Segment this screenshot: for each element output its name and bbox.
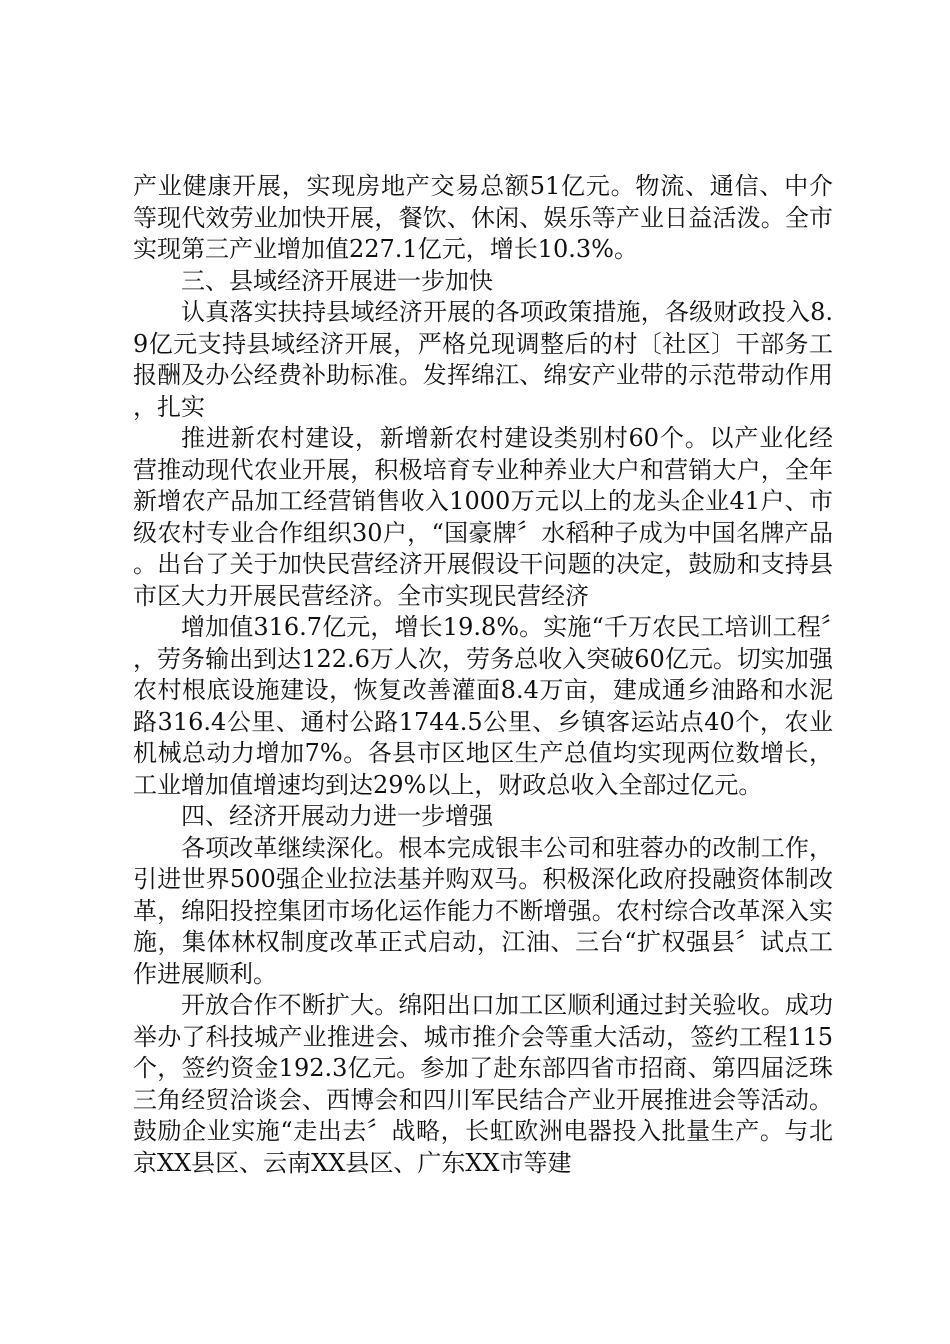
paragraph: 产业健康开展，实现房地产交易总额51亿元。物流、通信、中介等现代效劳业加快开展，餐饮、休闲、娱乐等产业日益活泼。全市实现第三产业增加值227.1亿元，增长10.3%。 [133,172,833,263]
paragraph: 增加值316.7亿元，增长19.8%。实施“千万农民工培训工程〞，劳务输出到达122.6万人次，劳务总收入突破60亿元。切实加强农村根底设施建设，恢复改善灌面8.4万亩，建成通乡油路和水泥路316.4公里、通村公路1744.5公里、乡镇客运站点40个，农业机械总动力增加7%。各县市区地区生产总值均实现两位数增长，工业增加值增速均到达29%以上，财政总收入全部过亿元。 [133,613,833,799]
section-heading: 四、经济开展动力进一步增强 [181,802,493,830]
paragraph: 开放合作不断扩大。绵阳出口加工区顺利通过封关验收。成功举办了科技城产业推进会、城市推介会等重大活动，签约工程115个，签约资金192.3亿元。参加了赴东部四省市招商、第四届泛珠三角经贸洽谈会、西博会和四川军民结合产业开展推进会等活动。鼓励企业实施“走出去〞战略，长虹欧洲电器投入批量生产。与北京XX县区、云南XX县区、广东XX市等建 [133,991,833,1177]
paragraph: 推进新农村建设，新增新农村建设类别村60个。以产业化经营推动现代农业开展，积极培育专业种养业大户和营销大户，全年新增农产品加工经营销售收入1000万元以上的龙头企业41户、市级农村专业合作组织30户，“国豪牌〞水稻种子成为中国名牌产品。出台了关于加快民营经济开展假设干问题的决定，鼓励和支持县市区大力开展民营经济。全市实现民营经济 [133,424,833,610]
paragraph: 各项改革继续深化。根本完成银丰公司和驻蓉办的改制工作，引进世界500强企业拉法基并购双马。积极深化政府投融资体制改革，绵阳投控集团市场化运作能力不断增强。农村综合改革深入实施，集体林权制度改革正式启动，江油、三台“扩权强县〞试点工作进展顺利。 [133,833,833,988]
document-body [133,171,833,1179]
paragraph: 认真落实扶持县域经济开展的各项政策措施，各级财政投入8.9亿元支持县域经济开展，严格兑现调整后的村〔社区〕干部务工报酬及办公经费补助标准。发挥绵江、绵安产业带的示范带动作用，扎实 [133,298,833,421]
section-heading: 三、县域经济开展进一步加快 [181,266,493,295]
